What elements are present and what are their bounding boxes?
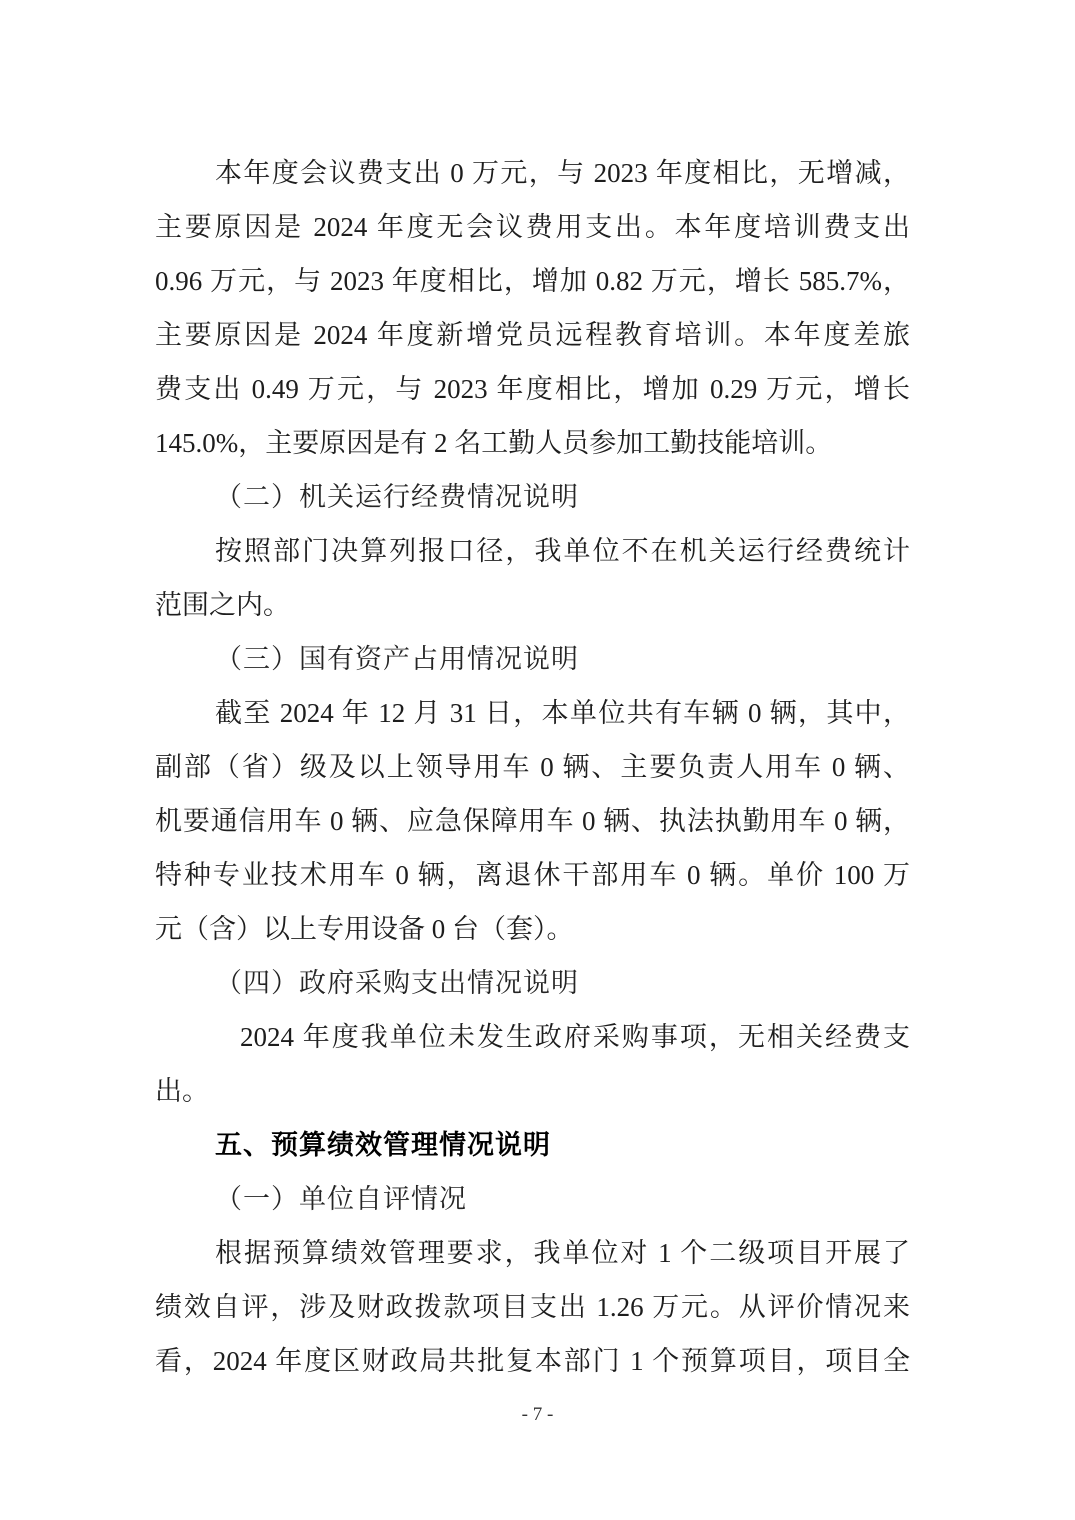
text-line: 2024 年度我单位未发生政府采购事项，无相关经费支 (240, 1022, 910, 1052)
text-line: 按照部门决算列报口径，我单位不在机关运行经费统计 (215, 536, 910, 566)
text-line: 副部（省）级及以上领导用车 0 辆、主要负责人用车 0 辆、 (155, 752, 910, 782)
text-line: 绩效自评，涉及财政拨款项目支出 1.26 万元。从评价情况来 (155, 1292, 910, 1322)
text-line: 范围之内。 (155, 590, 290, 620)
text-line: 出。 (155, 1076, 209, 1106)
text-line: 本年度会议费支出 0 万元，与 2023 年度相比，无增减， (215, 158, 910, 188)
page-footer (0, 1403, 1075, 1427)
text-line: 主要原因是 2024 年度无会议费用支出。本年度培训费支出 (155, 212, 910, 242)
text-line: 根据预算绩效管理要求，我单位对 1 个二级项目开展了 (215, 1238, 910, 1268)
text-line: 145.0%，主要原因是有 2 名工勤人员参加工勤技能培训。 (155, 428, 833, 458)
document-body (155, 146, 910, 1388)
subsection-heading-3: （三）国有资产占用情况说明 (215, 644, 579, 674)
page-number: - 7 - (521, 1404, 554, 1425)
text-line: 特种专业技术用车 0 辆，离退休干部用车 0 辆。单价 100 万 (155, 860, 910, 890)
text-line: 看，2024 年度区财政局共批复本部门 1 个预算项目，项目全 (155, 1346, 910, 1376)
subsection-heading-2: （二）机关运行经费情况说明 (215, 482, 579, 512)
text-line: 主要原因是 2024 年度新增党员远程教育培训。本年度差旅 (155, 320, 910, 350)
text-line: 费支出 0.49 万元，与 2023 年度相比，增加 0.29 万元，增长 (155, 374, 910, 404)
text-line: 元（含）以上专用设备 0 台（套）。 (155, 914, 574, 944)
text-line: 0.96 万元，与 2023 年度相比，增加 0.82 万元，增长 585.7%， (155, 266, 910, 296)
subsection-heading-4: （四）政府采购支出情况说明 (215, 968, 579, 998)
section-heading-5: 五、预算绩效管理情况说明 (215, 1130, 551, 1160)
text-line: 机要通信用车 0 辆、应急保障用车 0 辆、执法执勤用车 0 辆， (155, 806, 910, 836)
subsection-heading-1: （一）单位自评情况 (215, 1184, 467, 1214)
text-line: 截至 2024 年 12 月 31 日，本单位共有车辆 0 辆，其中， (215, 698, 910, 728)
